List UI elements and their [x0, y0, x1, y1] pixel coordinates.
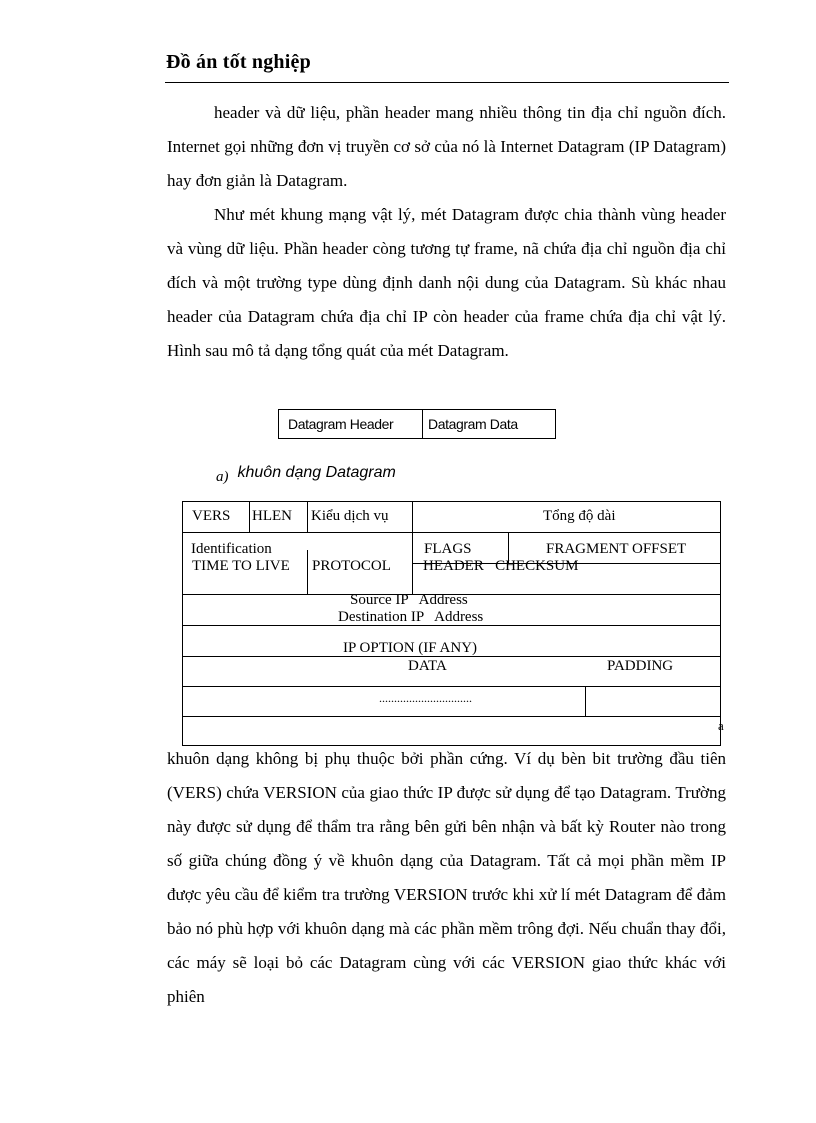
table-col-divider	[585, 686, 586, 716]
caption-text: khuôn dạng Datagram	[237, 464, 396, 481]
datagram-data-cell: Datagram Data	[428, 416, 518, 432]
vers-field: VERS	[192, 508, 231, 524]
table-border-left	[182, 501, 183, 746]
table-col-divider	[307, 501, 308, 532]
table-col-divider	[307, 550, 308, 594]
table-border-top	[182, 501, 721, 502]
fragment-offset-field: FRAGMENT OFFSET	[546, 541, 687, 557]
ttl-field: TIME TO LIVE	[192, 558, 290, 574]
source-ip-field: Source IP Address	[350, 592, 468, 608]
identification-field: Identification	[191, 541, 272, 557]
padding-field: PADDING	[607, 658, 674, 674]
table-border-right	[720, 501, 721, 746]
table-col-divider	[249, 501, 250, 532]
datagram-header-cell: Datagram Header	[279, 410, 423, 438]
table-row-divider	[182, 686, 721, 687]
table-col-divider	[412, 501, 413, 594]
data-field: DATA	[408, 658, 447, 674]
ip-datagram-header-table	[182, 501, 721, 746]
service-type-field: Kiểu dịch vụ	[311, 508, 389, 524]
page-header-title: Đồ án tốt nghiệp	[166, 51, 311, 73]
caption-letter: a)	[216, 469, 229, 485]
table-row-divider	[182, 532, 721, 533]
dots-placeholder: ...............................	[379, 691, 472, 705]
protocol-field: PROTOCOL	[312, 558, 391, 574]
ip-option-field: IP OPTION (IF ANY)	[343, 640, 478, 656]
datagram-format-box	[278, 409, 556, 439]
figure-caption	[216, 464, 396, 485]
paragraph-1: header và dữ liệu, phần header mang nhiều thông tin địa chỉ nguồn đích. Internet gọi những đơn vị truyền cơ sở của nó là Internet Datagram (IP Datagram) hay đơn giản là Datagram.	[167, 103, 726, 190]
hlen-field: HLEN	[252, 508, 292, 524]
paragraph-3: khuôn dạng không bị phụ thuộc bởi phần cứng. Ví dụ bèn bit trường đầu tiên (VERS) chứa VERSION của giao thức IP được sử dụng để tạo Datagram. Trường này được sử dụng để thẩm tra rằng bên gửi bên nhận và bất kỳ Router nào trong số giữa chúng đồng ý về khuôn dạng của Datagram. Tất cả mọi phần mềm IP được yêu cầu để kiểm tra trường VERSION trước khi xử lí mét Datagram để đảm bảo nó phù hợp với khuôn dạng mà các phần mềm trông đợi. Nếu chuẩn thay đổi, các máy sẽ loại bỏ các Datagram cùng với các VERSION giao thức khác với phiên	[167, 749, 726, 1006]
flags-field: FLAGS	[424, 541, 472, 557]
header-checksum-field: HEADER CHECKSUM	[423, 558, 579, 574]
destination-ip-field: Destination IP Address	[338, 609, 484, 625]
total-length-field: Tổng độ dài	[543, 508, 616, 524]
table-row-divider	[182, 716, 721, 717]
stray-character: a	[718, 718, 724, 733]
header-rule	[165, 82, 729, 83]
paragraph-2: Như mét khung mạng vật lý, mét Datagram được chia thành vùng header và vùng dữ liệu. Phần header còng tương tự frame, nã chứa địa chỉ nguồn địa chỉ đích và một trường type dùng định danh nội dung của Datagram. Sù khác nhau header của Datagram chứa địa chỉ IP còn header của frame chứa địa chỉ vật lý. Hình sau mô tả dạng tổng quát của mét Datagram.	[167, 205, 726, 360]
